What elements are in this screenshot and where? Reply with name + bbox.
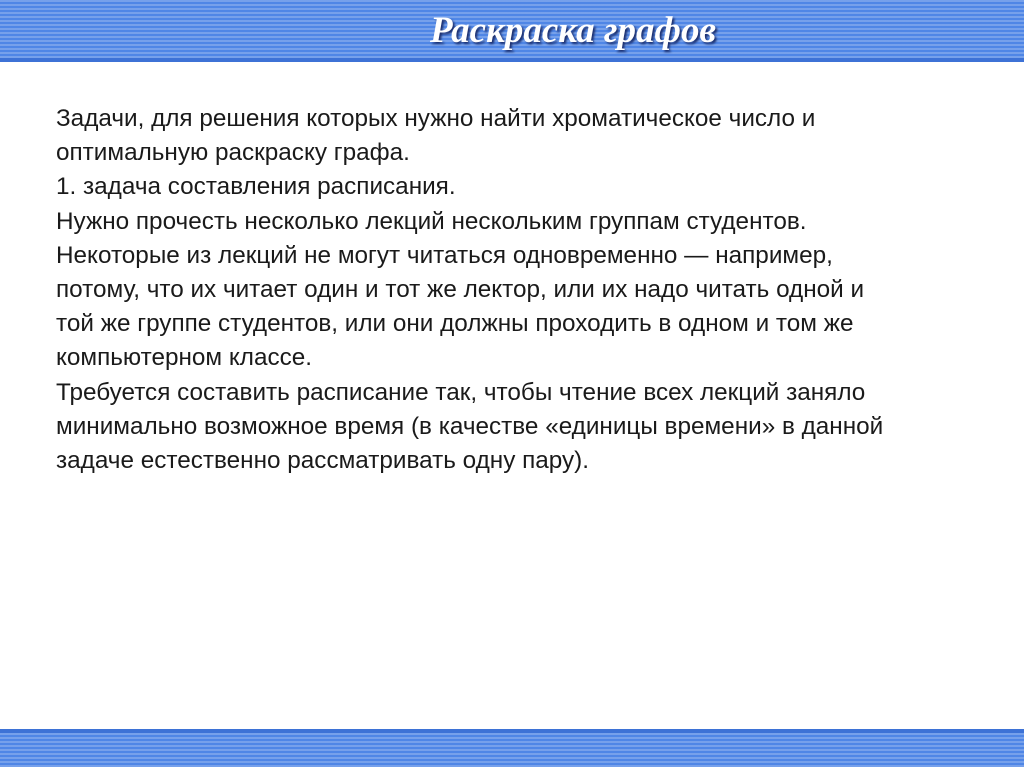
body-line-2: оптимальную раскраску графа. bbox=[56, 139, 410, 167]
body-line-7: той же группе студентов, или они должны проходить в одном и том же bbox=[56, 310, 854, 338]
body-line-9: Требуется составить расписание так, чтобы чтение всех лекций заняло bbox=[56, 378, 866, 406]
body-line-11: задаче естественно рассматривать одну пару). bbox=[56, 447, 590, 475]
body-line-5: Некоторые из лекций не могут читаться одновременно — например, bbox=[56, 241, 833, 269]
footer-band bbox=[0, 729, 1024, 767]
slide-body bbox=[56, 102, 956, 478]
body-line-1: Задачи, для решения которых нужно найти хроматическое число и bbox=[56, 105, 816, 132]
body-line-6: потому, что их читает один и тот же лектор, или их надо читать одной и bbox=[56, 276, 865, 304]
header-divider bbox=[0, 58, 1024, 62]
footer-divider bbox=[0, 729, 1024, 733]
body-line-3: 1. задача составления расписания. bbox=[56, 173, 456, 201]
body-line-8: компьютерном классе. bbox=[56, 344, 313, 372]
body-line-10: минимально возможное время (в качестве «единицы времени» в данной bbox=[56, 412, 884, 440]
body-line-4: Нужно прочесть несколько лекций нескольким группам студентов. bbox=[56, 207, 807, 235]
slide-title: Раскраска графов bbox=[429, 10, 717, 51]
